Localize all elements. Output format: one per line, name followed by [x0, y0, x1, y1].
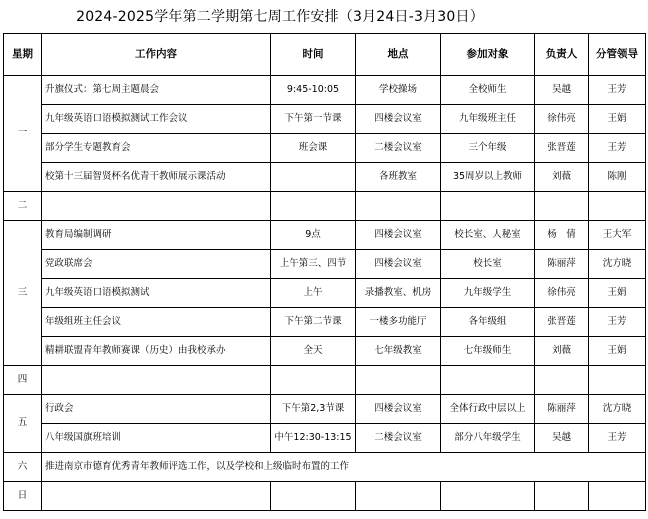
time-cell: 中午12:30-13:15 [271, 424, 356, 453]
header-owner: 负责人 [535, 34, 589, 76]
content-cell: 升旗仪式：第七周主题晨会 [42, 76, 271, 105]
time-cell: 全天 [271, 337, 356, 366]
place-cell: 录播教室、机房 [356, 279, 441, 308]
header-participants: 参加对象 [441, 34, 535, 76]
place-cell: 一楼多功能厅 [356, 308, 441, 337]
place-cell: 四楼会议室 [356, 105, 441, 134]
content-cell: 校第十三届智贤杯名优青干教师展示课活动 [42, 163, 271, 192]
table-row [4, 424, 646, 453]
page-title: 2024-2025学年第二学期第七周工作安排（3月24日-3月30日） [76, 9, 484, 25]
place-cell: 四楼会议室 [356, 395, 441, 424]
place-cell: 二楼会议室 [356, 424, 441, 453]
time-cell: 上午第三、四节 [271, 250, 356, 279]
leader-cell: 王芳 [589, 134, 646, 163]
leader-cell: 王大军 [589, 221, 646, 250]
participants-cell: 各年级组 [441, 308, 535, 337]
empty-cell [356, 192, 441, 221]
table-row [4, 337, 646, 366]
participants-cell: 七年级师生 [441, 337, 535, 366]
content-cell: 八年级国旗班培训 [42, 424, 271, 453]
empty-cell [356, 482, 441, 511]
place-cell: 七年级教室 [356, 337, 441, 366]
time-cell: 下午第二节课 [271, 308, 356, 337]
participants-cell: 三个年级 [441, 134, 535, 163]
empty-cell [441, 482, 535, 511]
empty-cell [271, 192, 356, 221]
owner-cell: 徐伟亮 [535, 105, 589, 134]
participants-cell: 全校师生 [441, 76, 535, 105]
empty-cell [271, 366, 356, 395]
content-cell: 九年级英语口语模拟测试工作会议 [42, 105, 271, 134]
participants-cell: 35周岁以上教师 [441, 163, 535, 192]
saturday-note: 推进南京市德育优秀青年教师评选工作，以及学校和上级临时布置的工作 [42, 453, 646, 482]
owner-cell: 刘薇 [535, 163, 589, 192]
participants-cell: 部分八年级学生 [441, 424, 535, 453]
content-cell: 教育局编制调研 [42, 221, 271, 250]
participants-cell: 校长室、人秘室 [441, 221, 535, 250]
owner-cell: 刘薇 [535, 337, 589, 366]
table-row [4, 366, 646, 395]
empty-cell [356, 366, 441, 395]
content-cell: 党政联席会 [42, 250, 271, 279]
owner-cell: 吴越 [535, 76, 589, 105]
leader-cell: 王芳 [589, 76, 646, 105]
empty-cell [441, 192, 535, 221]
owner-cell: 陈丽萍 [535, 395, 589, 424]
leader-cell: 王娟 [589, 105, 646, 134]
day-cell-mon: 一 [4, 76, 42, 192]
table-row [4, 76, 646, 105]
empty-cell [441, 366, 535, 395]
content-cell: 年级组班主任会议 [42, 308, 271, 337]
empty-cell [42, 366, 271, 395]
table-row [4, 308, 646, 337]
empty-cell [589, 192, 646, 221]
table-row [4, 482, 646, 511]
empty-cell [535, 192, 589, 221]
empty-cell [42, 482, 271, 511]
content-cell: 行政会 [42, 395, 271, 424]
place-cell: 四楼会议室 [356, 250, 441, 279]
leader-cell: 王娟 [589, 337, 646, 366]
leader-cell: 王芳 [589, 308, 646, 337]
place-cell: 各班教室 [356, 163, 441, 192]
leader-cell: 沈方晓 [589, 250, 646, 279]
day-cell-tue: 二 [4, 192, 42, 221]
participants-cell: 校长室 [441, 250, 535, 279]
empty-cell [42, 192, 271, 221]
header-day: 星期 [4, 34, 42, 76]
empty-cell [271, 482, 356, 511]
header-place: 地点 [356, 34, 441, 76]
time-cell: 上午 [271, 279, 356, 308]
content-cell: 精耕联盟青年教师赛课（历史）由我校承办 [42, 337, 271, 366]
owner-cell: 张晋莲 [535, 308, 589, 337]
header-time: 时间 [271, 34, 356, 76]
table-row [4, 395, 646, 424]
table-row [4, 250, 646, 279]
empty-cell [535, 482, 589, 511]
content-cell: 九年级英语口语模拟测试 [42, 279, 271, 308]
empty-cell [535, 366, 589, 395]
day-cell-fri: 五 [4, 395, 42, 453]
table-row [4, 163, 646, 192]
leader-cell: 王芳 [589, 424, 646, 453]
header-content: 工作内容 [42, 34, 271, 76]
owner-cell: 徐伟亮 [535, 279, 589, 308]
table-row [4, 453, 646, 482]
table-row [4, 192, 646, 221]
time-cell [271, 163, 356, 192]
empty-cell [589, 482, 646, 511]
schedule-table [3, 33, 646, 511]
owner-cell: 陈丽萍 [535, 250, 589, 279]
header-row [4, 34, 646, 76]
participants-cell: 九年级班主任 [441, 105, 535, 134]
place-cell: 学校操场 [356, 76, 441, 105]
time-cell: 9点 [271, 221, 356, 250]
place-cell: 四楼会议室 [356, 221, 441, 250]
empty-cell [589, 366, 646, 395]
leader-cell: 陈刚 [589, 163, 646, 192]
owner-cell: 杨 倩 [535, 221, 589, 250]
place-cell: 二楼会议室 [356, 134, 441, 163]
time-cell: 下午第2,3节课 [271, 395, 356, 424]
owner-cell: 张晋莲 [535, 134, 589, 163]
table-row [4, 279, 646, 308]
table-row [4, 134, 646, 163]
table-row [4, 105, 646, 134]
day-cell-thu: 四 [4, 366, 42, 395]
header-leader: 分管领导 [589, 34, 646, 76]
owner-cell: 吴越 [535, 424, 589, 453]
participants-cell: 全体行政中层以上 [441, 395, 535, 424]
day-cell-wed: 三 [4, 221, 42, 366]
time-cell: 班会课 [271, 134, 356, 163]
day-cell-sat: 六 [4, 453, 42, 482]
time-cell: 下午第一节课 [271, 105, 356, 134]
participants-cell: 九年级学生 [441, 279, 535, 308]
table-row [4, 221, 646, 250]
leader-cell: 王娟 [589, 279, 646, 308]
day-cell-sun: 日 [4, 482, 42, 511]
leader-cell: 沈方晓 [589, 395, 646, 424]
time-cell: 9:45-10:05 [271, 76, 356, 105]
content-cell: 部分学生专题教育会 [42, 134, 271, 163]
